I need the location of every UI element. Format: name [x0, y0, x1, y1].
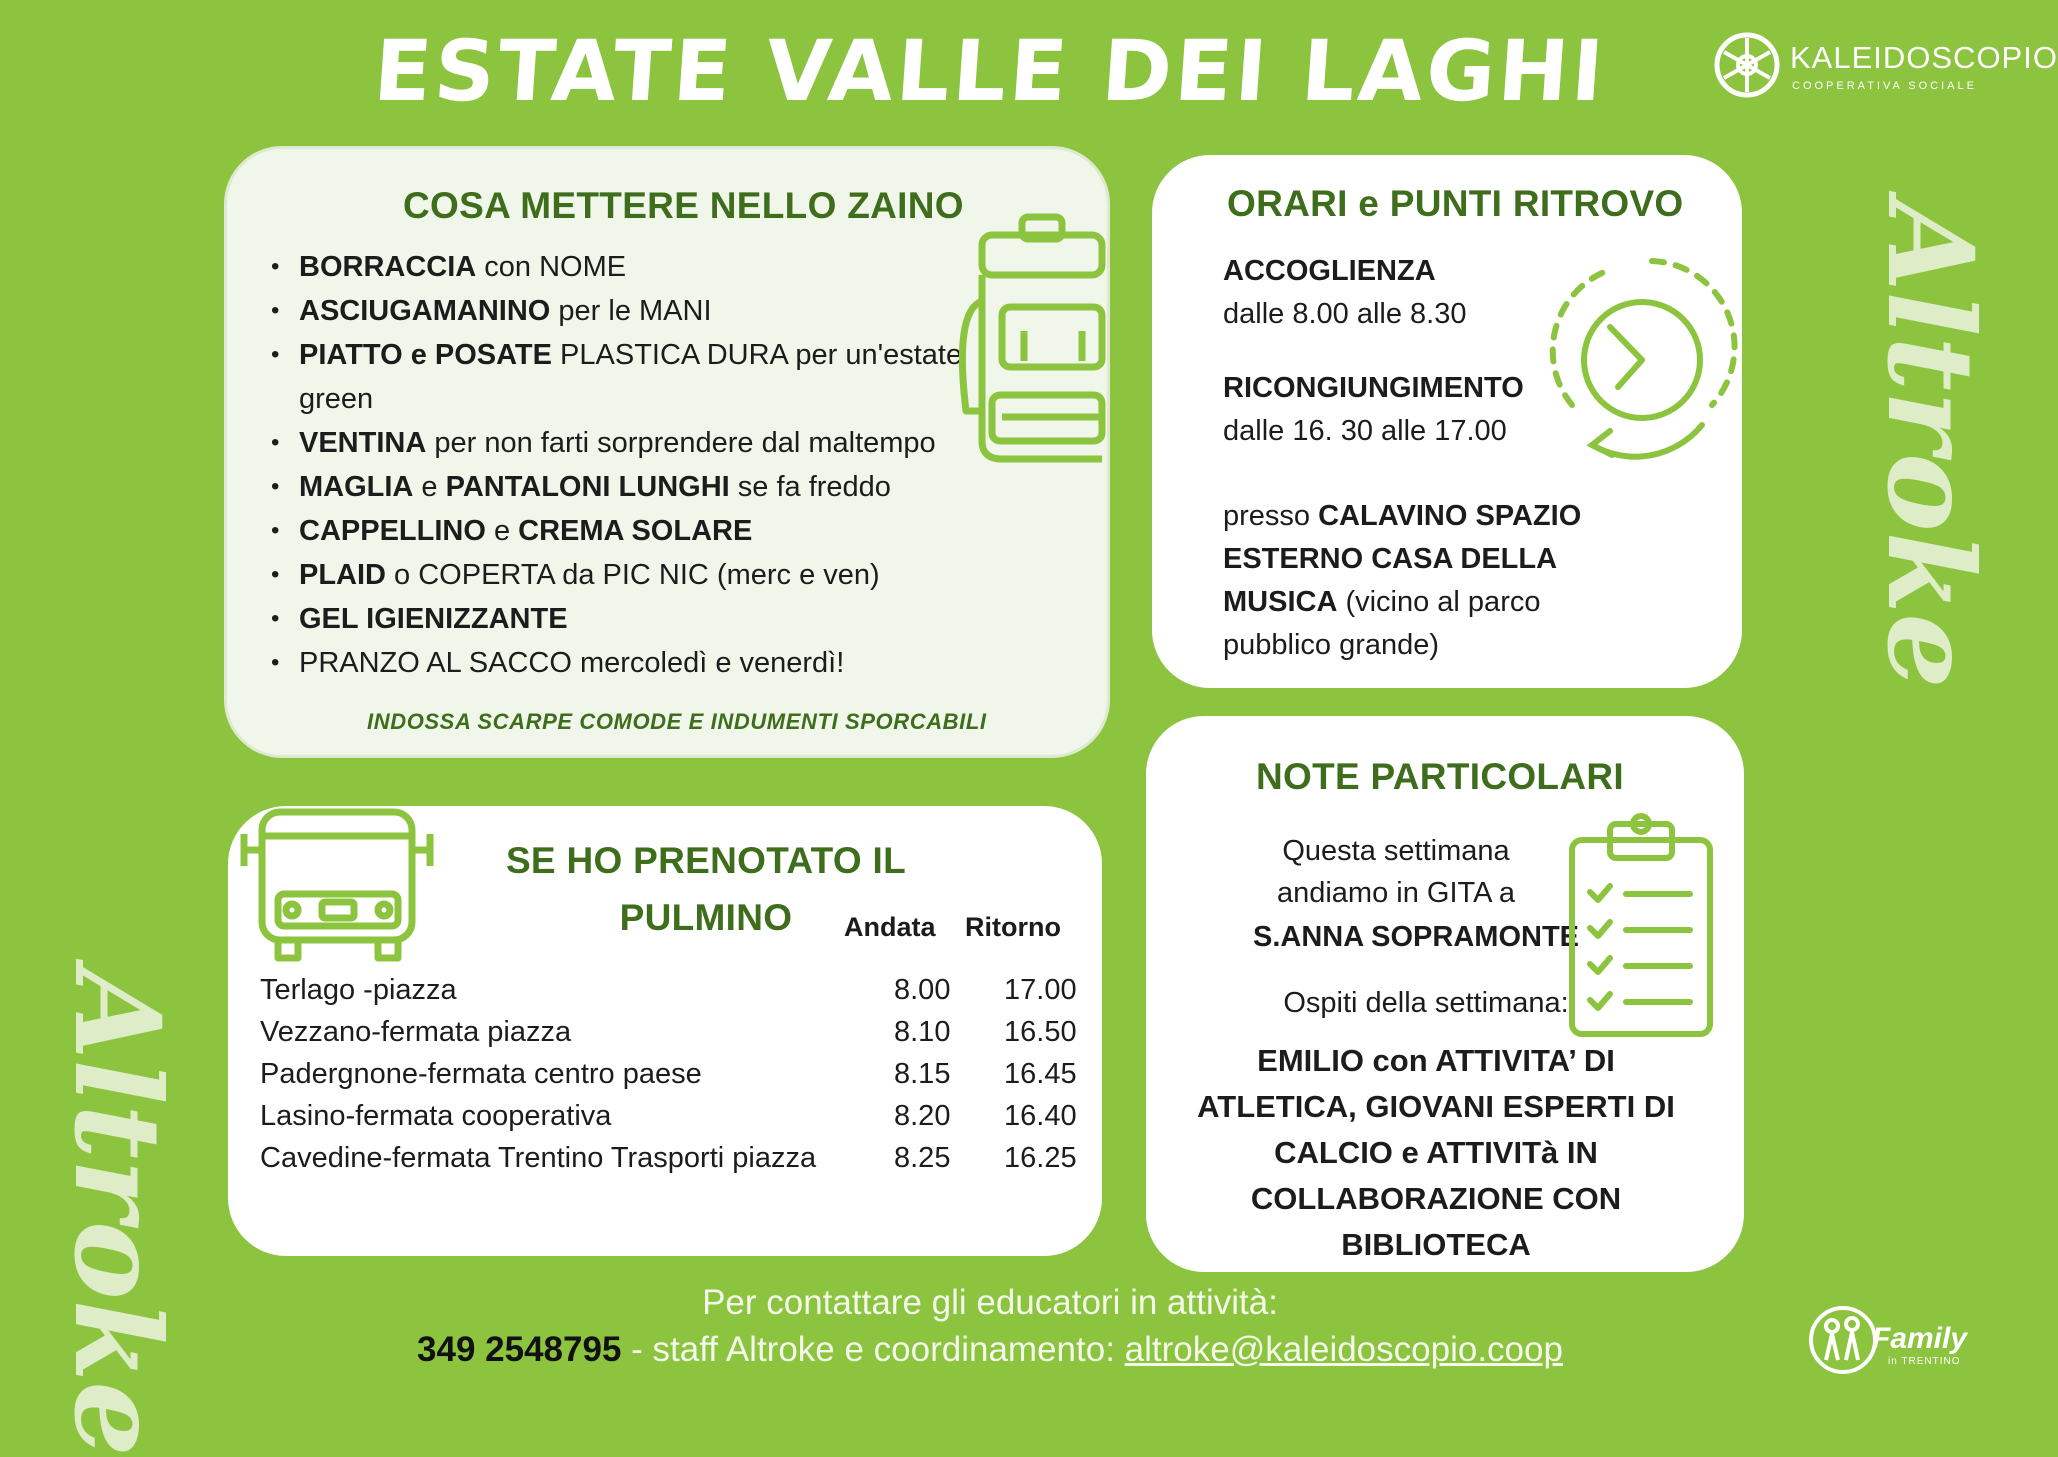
meeting-times-title: ORARI e PUNTI RITROVO	[1227, 183, 1684, 224]
kaleidoscopio-logo	[1712, 30, 2058, 100]
backpack-icon	[962, 211, 1102, 471]
clock-icon	[1552, 255, 1732, 495]
side-brand-left: Altroke	[48, 968, 187, 1457]
family-logo-name: Family	[1872, 1322, 1968, 1355]
trip-intro: Questa settimana andiamo in GITA a	[1276, 835, 1516, 909]
family-figures-icon	[1808, 1300, 1878, 1380]
backpack-footer-note: INDOSSA SCARPE COMODE E INDUMENTI SPORCABILI	[367, 709, 987, 734]
phone-number[interactable]: 349 2548795	[417, 1330, 622, 1369]
column-header-andata: Andata	[844, 912, 936, 942]
email-link[interactable]: altroke@kaleidoscopio.coop	[1124, 1330, 1563, 1369]
backpack-list	[271, 245, 991, 685]
meeting-times-card	[1152, 155, 1742, 688]
list-item: • PLAID o COPERTA da PIC NIC (merc e ven)	[271, 553, 991, 597]
list-item: • MAGLIA e PANTALONI LUNGHI se fa freddo	[271, 465, 991, 509]
list-item: • BORRACCIA con NOME	[271, 245, 991, 289]
logo-subtitle: COOPERATIVA SOCIALE	[1792, 80, 1977, 92]
table-row: Lasino-fermata cooperativa 8.20 16.40	[260, 1100, 1077, 1132]
family-logo-sub: in TRENTINO	[1888, 1356, 1961, 1367]
list-item: • CAPPELLINO e CREMA SOLARE	[271, 509, 991, 553]
backpack-card-title: COSA METTERE NELLO ZAINO	[403, 185, 964, 226]
side-brand-right: Altroke	[1861, 200, 2000, 689]
pickup-label: RICONGIUNGIMENTO	[1223, 372, 1524, 404]
minibus-title: SE HO PRENOTATO IL PULMINO	[505, 840, 907, 938]
contact-intro: Per contattare gli educatori in attività:	[702, 1283, 1278, 1322]
contact-description: - staff Altroke e coordinamento:	[621, 1330, 1125, 1369]
notes-title: NOTE PARTICOLARI	[1256, 756, 1624, 797]
minibus-card	[228, 806, 1102, 1256]
guests-description: EMILIO con ATTIVITA’ DI ATLETICA, GIOVANI ESPERTI DI CALCIO e ATTIVITà IN COLLABORAZIONE CON BIBLIOTECA	[1197, 1043, 1675, 1262]
list-item: • PIATTO e POSATE PLASTICA DURA per un'estate green	[271, 333, 991, 421]
column-header-ritorno: Ritorno	[965, 912, 1061, 942]
kaleidoscope-icon	[1712, 30, 1782, 100]
notes-card	[1146, 716, 1744, 1272]
table-row: Padergnone-fermata centro paese 8.15 16.45	[260, 1058, 1077, 1090]
page-title: ESTATE VALLE DEI LAGHI	[370, 22, 1610, 120]
table-row: Terlago -piazza 8.00 17.00	[260, 974, 1077, 1006]
table-row: Cavedine-fermata Trentino Trasporti piazza 8.25 16.25	[260, 1142, 1077, 1174]
table-row: Vezzano-fermata piazza 8.10 16.50	[260, 1016, 1077, 1048]
clipboard-icon	[1566, 810, 1716, 1040]
guests-label: Ospiti della settimana:	[1283, 987, 1569, 1019]
pickup-time: dalle 16. 30 alle 17.00	[1223, 415, 1507, 447]
trip-destination: S.ANNA SOPRAMONTE	[1253, 921, 1579, 953]
contact-line	[0, 1330, 1980, 1370]
meeting-place: presso CALAVINO SPAZIO ESTERNO CASA DELLA MUSICA (vicino al parco pubblico grande)	[1223, 500, 1582, 661]
backpack-card	[224, 146, 1110, 758]
welcome-time: dalle 8.00 alle 8.30	[1223, 298, 1467, 330]
logo-name: KALEIDOSCOPIO	[1790, 40, 2058, 75]
welcome-label: ACCOGLIENZA	[1223, 255, 1436, 287]
family-trentino-logo	[1808, 1300, 1978, 1386]
list-item: • VENTINA per non farti sorprendere dal maltempo	[271, 421, 991, 465]
list-item: • PRANZO AL SACCO mercoledì e venerdì!	[271, 641, 991, 685]
bus-icon	[238, 806, 438, 966]
list-item: • GEL IGIENIZZANTE	[271, 597, 991, 641]
list-item: • ASCIUGAMANINO per le MANI	[271, 289, 991, 333]
